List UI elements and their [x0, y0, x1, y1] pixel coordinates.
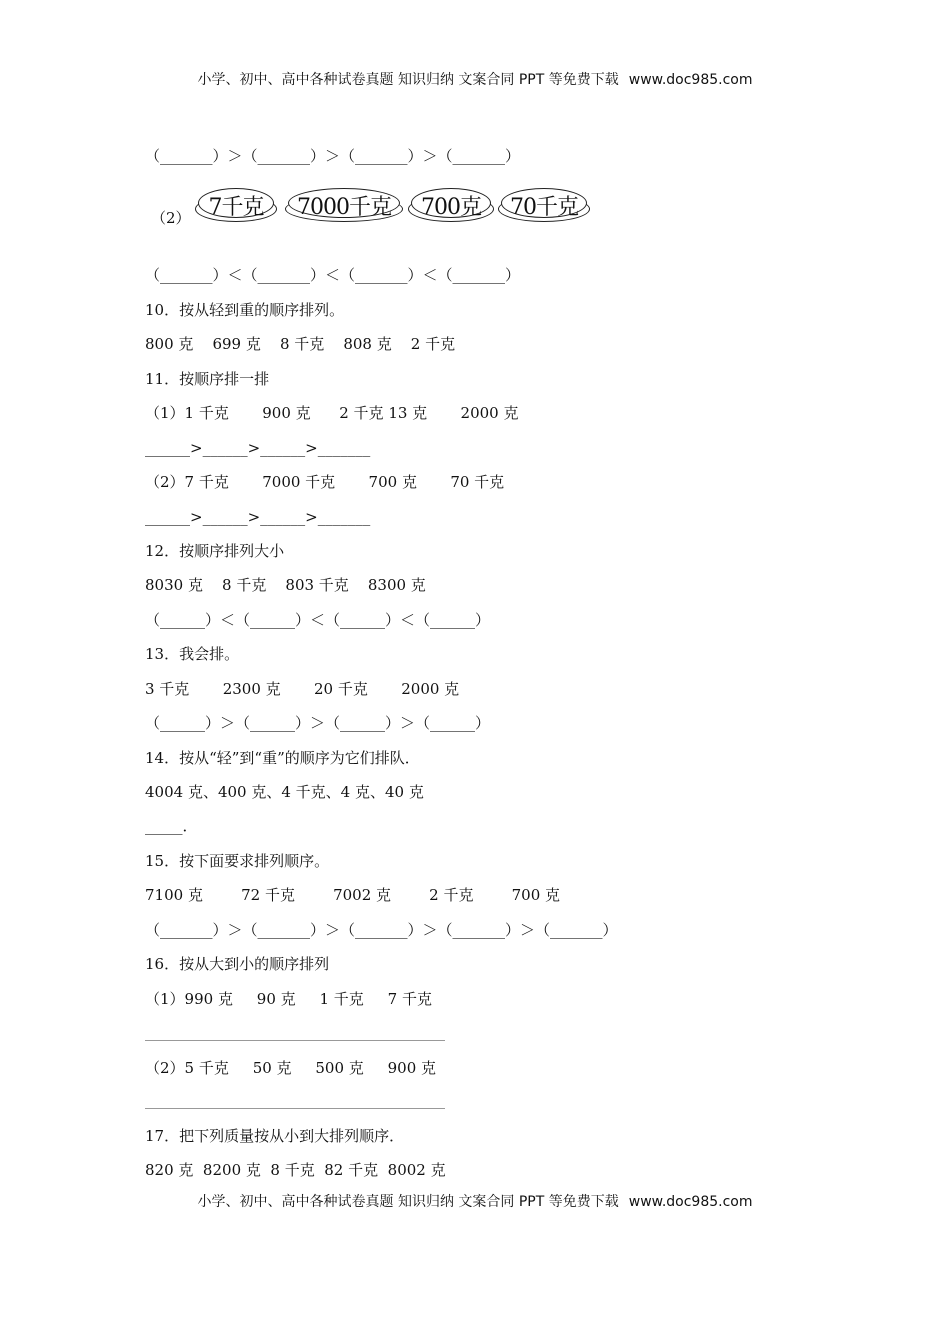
q13-items: 3 千克 2300 克 20 千克 2000 克: [145, 680, 460, 698]
q9-answer-gt: （_______）＞（_______）＞（_______）＞（_______）: [145, 147, 521, 165]
plate-4-label: 70千克: [510, 195, 578, 220]
q14-title: 14．按从“轻”到“重”的顺序为它们排队．: [145, 749, 420, 767]
q12-title: 12．按顺序排列大小: [145, 542, 285, 560]
q16-part2: （2）5 千克 50 克 500 克 900 克: [145, 1059, 437, 1077]
header-url[interactable]: www.doc985.com: [628, 72, 753, 88]
plate-1: [195, 186, 277, 226]
q9-plates-row: [145, 186, 605, 232]
plate-3-label: 700克: [421, 195, 481, 220]
q10-title: 10．按从轻到重的顺序排列。: [145, 301, 345, 319]
q15-title: 15．按下面要求排列顺序。: [145, 852, 330, 870]
q9-part2-label: （2）: [151, 209, 191, 227]
q12-answer: （______）＜（______）＜（______）＜（______）: [145, 611, 491, 629]
q11-title: 11．按顺序排一排: [145, 370, 270, 388]
footer-url[interactable]: www.doc985.com: [628, 1194, 753, 1210]
q13-title: 13．我会排。: [145, 645, 240, 663]
q11-part2: （2）7 千克 7000 千克 700 克 70 千克: [145, 473, 505, 491]
q16-title: 16．按从大到小的顺序排列: [145, 955, 330, 973]
q13-answer: （______）＞（______）＞（______）＞（______）: [145, 714, 491, 732]
footer-text: 小学、初中、高中各种试卷真题 知识归纳 文案合同 PPT 等免费下载: [197, 1194, 619, 1210]
q10-items: 800 克 699 克 8 千克 808 克 2 千克: [145, 335, 456, 353]
q11-part1: （1）1 千克 900 克 2 千克 13 克 2000 克: [145, 404, 519, 422]
q11-answer2: ______>______>______>_______: [145, 508, 371, 526]
q15-items: 7100 克 72 千克 7002 克 2 千克 700 克: [145, 886, 561, 904]
q11-answer1: ______>______>______>_______: [145, 439, 371, 457]
q15-answer: （_______）＞（_______）＞（_______）＞（_______）＞（_______）: [145, 921, 618, 939]
plate-3: [408, 186, 494, 226]
plate-2: [285, 186, 403, 226]
page-header: [0, 69, 950, 89]
plate-1-label: 7千克: [208, 195, 264, 220]
q16-answer2-line: [145, 1108, 445, 1109]
q9-answer-lt: （_______）＜（_______）＜（_______）＜（_______）: [145, 266, 521, 284]
q14-items: 4004 克、400 克、4 千克、4 克、40 克: [145, 783, 424, 801]
plate-4: [498, 186, 590, 226]
plate-2-label: 7000千克: [297, 195, 391, 220]
header-text: 小学、初中、高中各种试卷真题 知识归纳 文案合同 PPT 等免费下载: [197, 72, 619, 88]
page-footer: [0, 1191, 950, 1211]
q17-items: 820 克 8200 克 8 千克 82 千克 8002 克: [145, 1161, 446, 1179]
q17-title: 17．把下列质量按从小到大排列顺序．: [145, 1127, 405, 1145]
q16-part1: （1）990 克 90 克 1 千克 7 千克: [145, 990, 432, 1008]
q12-items: 8030 克 8 千克 803 千克 8300 克: [145, 576, 426, 594]
q16-answer1-line: [145, 1040, 445, 1041]
q14-answer: _____．: [145, 817, 198, 835]
